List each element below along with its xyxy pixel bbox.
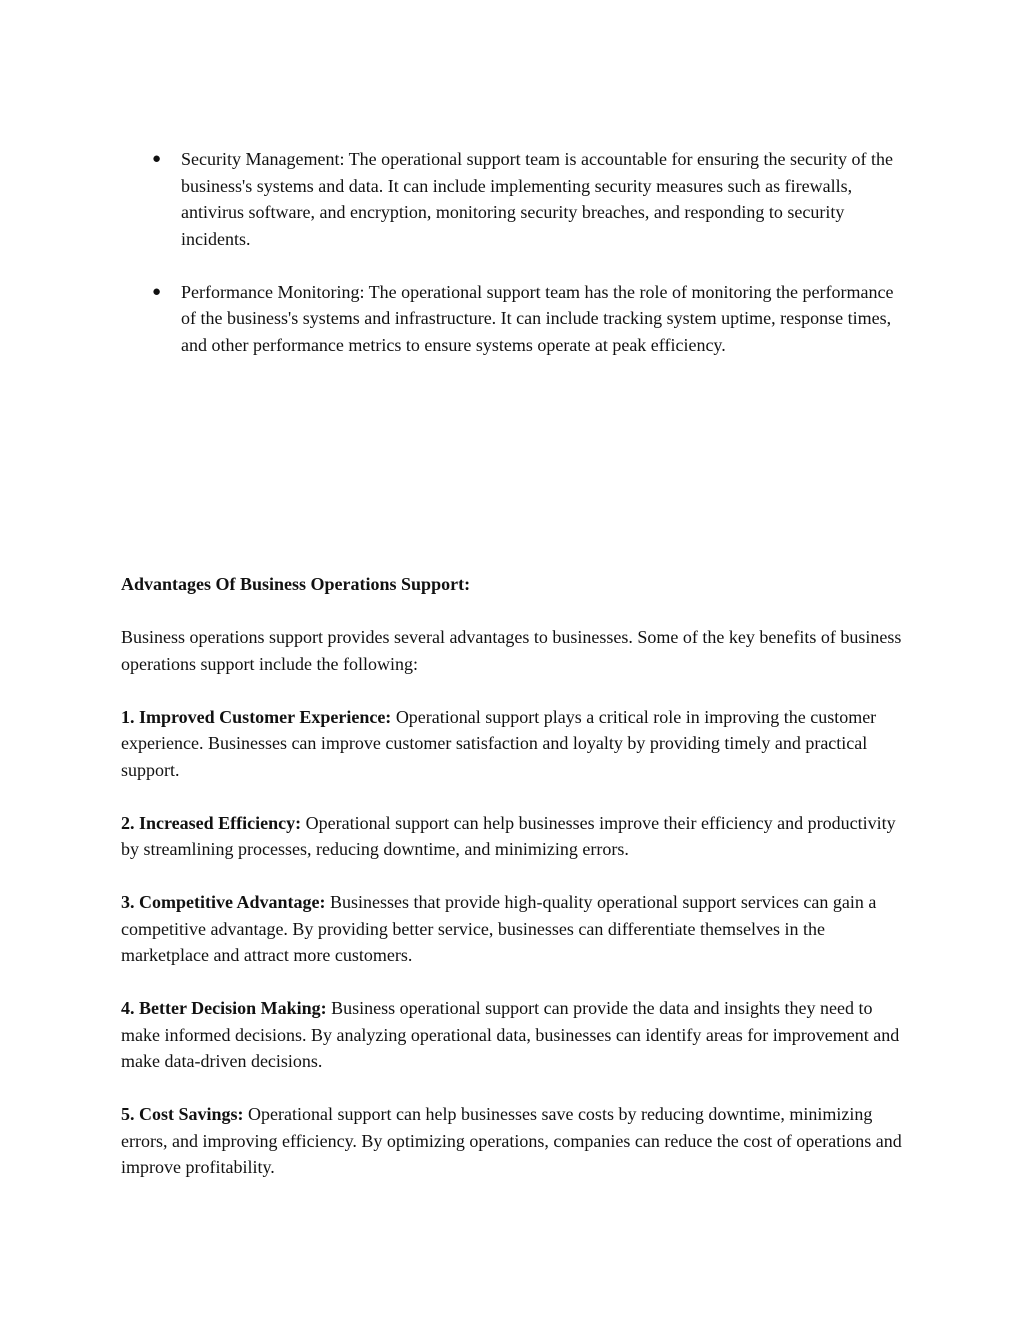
advantage-item bbox=[121, 704, 911, 784]
advantage-title: 2. Increased Efficiency: bbox=[121, 812, 302, 833]
intro-paragraph: Business operations support provides several advantages to businesses. Some of the key benefits of business operations support include the following: bbox=[121, 627, 902, 674]
advantage-item bbox=[121, 810, 911, 863]
advantage-title: 4. Better Decision Making: bbox=[121, 998, 327, 1018]
advantage-text: Business operational support can provide the data and insights they need to make informed decisions. By analyzing operational data, businesses can identify areas for improvement and make data-driven decisions. bbox=[121, 998, 900, 1071]
advantage-title: 1. Improved Customer Experience: bbox=[121, 706, 392, 727]
advantage-item bbox=[121, 995, 911, 1075]
advantage-item bbox=[121, 1101, 911, 1181]
advantage-title: 3. Competitive Advantage: bbox=[121, 892, 326, 912]
bullet-item-performance-monitoring bbox=[121, 279, 911, 359]
advantage-text: Operational support plays a critical role in improving the customer experience. Businesses can improve customer satisfaction and loyalty by providing timely and practical support. bbox=[121, 706, 877, 780]
section-heading: Advantages Of Business Operations Support: bbox=[121, 574, 471, 594]
advantages-section bbox=[121, 571, 911, 1207]
advantage-text: Operational support can help businesses save costs by reducing downtime, minimizing errors, and improving efficiency. By optimizing operations, companies can reduce the cost of operations and improve profitability. bbox=[121, 1104, 902, 1177]
bullet-list bbox=[121, 146, 911, 385]
bullet-marker: ● bbox=[152, 151, 162, 167]
bullet-item-security-management bbox=[121, 146, 911, 252]
advantage-item bbox=[121, 889, 911, 969]
advantage-title: 5. Cost Savings: bbox=[121, 1104, 244, 1124]
bullet-marker: ● bbox=[152, 283, 162, 300]
advantage-text: Businesses that provide high-quality operational support services can gain a competitive advantage. By providing better service, businesses can differentiate themselves in the marketplace and attract more customers. bbox=[121, 892, 877, 965]
advantage-text: Operational support can help businesses improve their efficiency and productivity by streamlining processes, reducing downtime, and minimizing errors. bbox=[121, 812, 896, 859]
bullet-text: Performance Monitoring: The operational support team has the role of monitoring the performance of the business's systems and infrastructure. It can include tracking system uptime, response times, and other performance metrics to ensure systems operate at peak efficiency. bbox=[181, 281, 894, 355]
bullet-text: Security Management: The operational support team is accountable for ensuring the security of the business's systems and data. It can include implementing security measures such as firewalls, antivirus software, and encryption, monitoring security breaches, and responding to security incidents. bbox=[181, 149, 893, 249]
